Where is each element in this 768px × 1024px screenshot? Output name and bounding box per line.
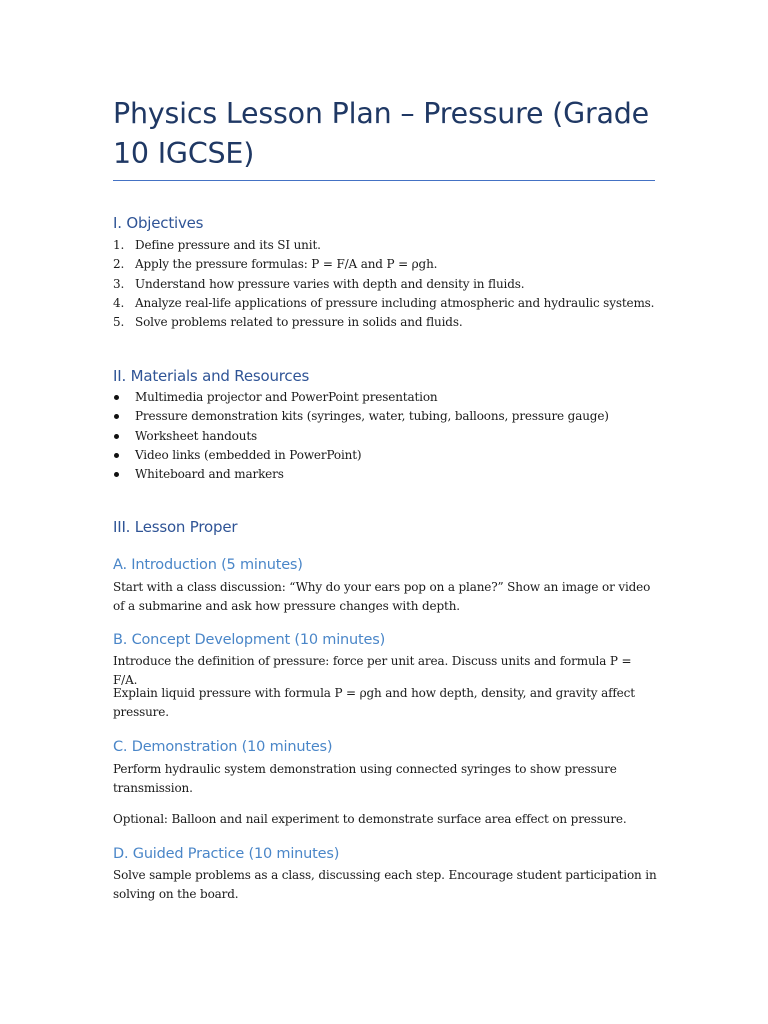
list-item: 5. Solve problems related to pressure in solids and fluids. xyxy=(113,315,463,330)
list-item: Worksheet handouts xyxy=(113,427,609,446)
guided-practice-text: Solve sample problems as a class, discussing each step. Encourage student participation in solving on the board. xyxy=(113,868,657,902)
bullet-icon xyxy=(114,453,119,458)
bullet-icon xyxy=(114,434,119,439)
list-item: 4. Analyze real-life applications of pressure including atmospheric and hydraulic systems. xyxy=(113,295,655,310)
title-underline xyxy=(113,180,655,181)
document-title: Physics Lesson Plan – Pressure (Grade 10 IGCSE) xyxy=(113,97,649,170)
introduction-heading: A. Introduction (5 minutes) xyxy=(113,557,303,573)
materials-list xyxy=(113,388,609,484)
guided-practice-heading: D. Guided Practice (10 minutes) xyxy=(113,846,340,862)
demonstration-text-1: Perform hydraulic system demonstration using connected syringes to show pressure transmission. xyxy=(113,762,617,796)
materials-heading: II. Materials and Resources xyxy=(113,367,310,385)
objectives-heading: I. Objectives xyxy=(113,214,204,232)
list-item: 2. Apply the pressure formulas: P = F/A and P = ρgh. xyxy=(113,257,438,272)
bullet-icon xyxy=(114,414,119,419)
list-item: Whiteboard and markers xyxy=(113,465,609,484)
demonstration-heading: C. Demonstration (10 minutes) xyxy=(113,739,333,755)
list-item: 3. Understand how pressure varies with depth and density in fluids. xyxy=(113,276,525,291)
concept-text-1: Introduce the definition of pressure: force per unit area. Discuss units and formula P = F/A. xyxy=(113,654,632,688)
bullet-icon xyxy=(114,395,119,400)
concept-text-2: Explain liquid pressure with formula P = ρgh and how depth, density, and gravity affect pressure. xyxy=(113,686,635,720)
list-item: 1. Define pressure and its SI unit. xyxy=(113,238,321,252)
concept-heading: B. Concept Development (10 minutes) xyxy=(113,632,386,648)
list-item: Video links (embedded in PowerPoint) xyxy=(113,446,609,465)
list-item: Pressure demonstration kits (syringes, water, tubing, balloons, pressure gauge) xyxy=(113,407,609,426)
demonstration-text-2: Optional: Balloon and nail experiment to demonstrate surface area effect on pressure. xyxy=(113,812,627,826)
bullet-icon xyxy=(114,472,119,477)
introduction-text: Start with a class discussion: “Why do your ears pop on a plane?” Show an image or video of a submarine and ask how pressure changes with depth. xyxy=(113,580,651,614)
objectives-list xyxy=(113,236,654,332)
list-item: Multimedia projector and PowerPoint presentation xyxy=(113,388,609,407)
lesson-heading: III. Lesson Proper xyxy=(113,518,238,536)
